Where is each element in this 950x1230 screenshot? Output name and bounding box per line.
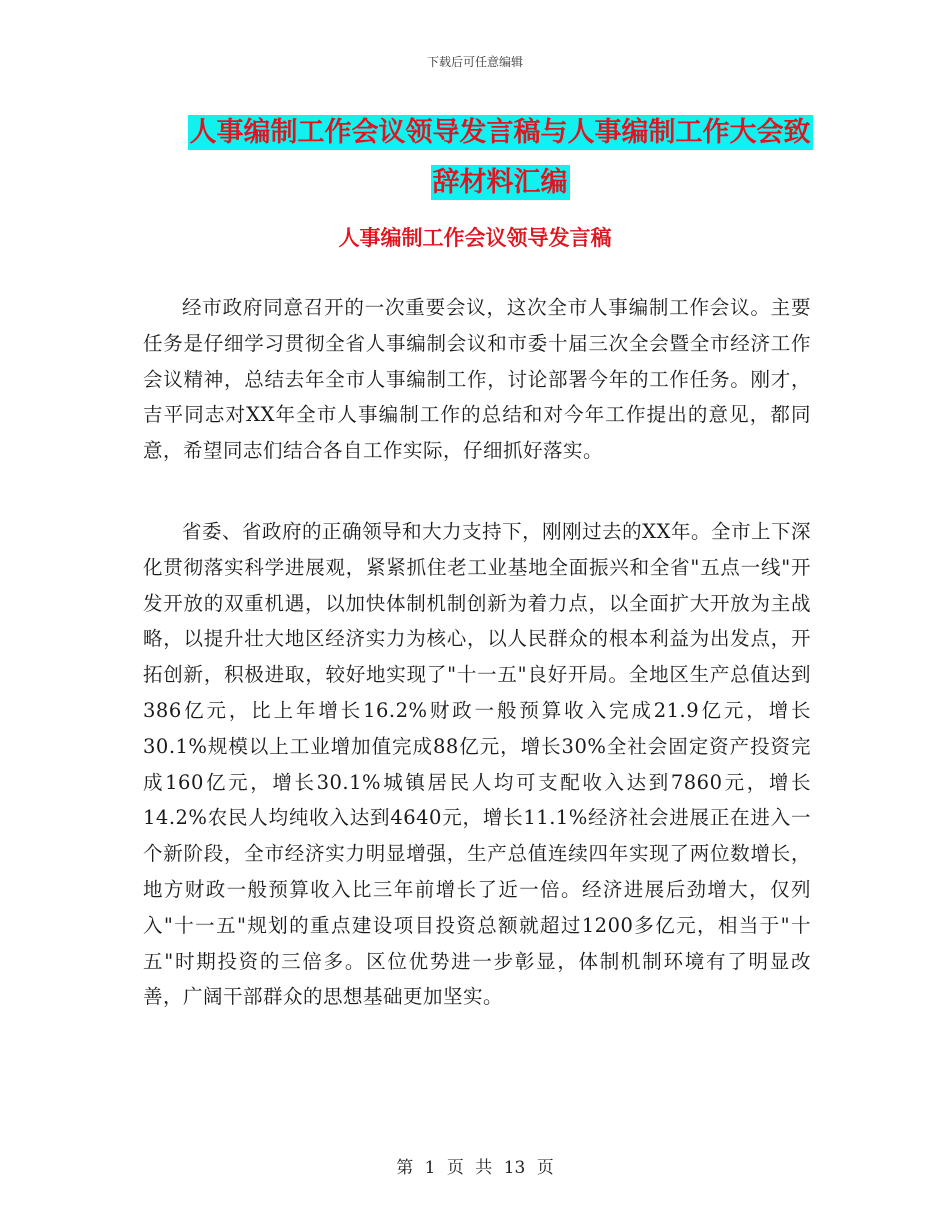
body-paragraph-2: 省委、省政府的正确领导和大力支持下，刚刚过去的XX年。全市上下深化贯彻落实科学进展观，紧紧抓住老工业基地全面振兴和全省"五点一线"开发开放的双重机遇，以加快体制机制创新为着力点，以全面扩大开放为主战略，以提升壮大地区经济实力为核心，以人民群众的根本利益为出发点，开拓创新，积极进取，较好地实现了"十一五"良好开局。全地区生产总值达到386亿元，比上年增长16.2%财政一般预算收入完成21.9亿元，增长30.1%规模以上工业增加值完成88亿元，增长30%全社会固定资产投资完成160亿元，增长30.1%城镇居民人均可支配收入达到7860元，增长14.2%农民人均纯收入达到4640元，增长11.1%经济社会进展正在进入一个新阶段，全市经济实力明显增强，生产总值连续四年实现了两位数增长，地方财政一般预算收入比三年前增长了近一倍。经济进展后劲增大，仅列入"十一五"规划的重点建设项目投资总额就超过1200多亿元，相当于"十五"时期投资的三倍多。区位优势进一步彰显，体制机制环境有了明显改善，广阔干部群众的思想基础更加坚实。	[143, 520, 811, 1009]
header-note: 下载后可任意编辑	[426, 55, 523, 69]
section-title: 人事编制工作会议领导发言稿	[338, 226, 612, 250]
document-title-line-2: 辞材料汇编	[432, 167, 568, 198]
document-title-line-1: 人事编制工作会议领导发言稿与人事编制工作大会致	[189, 117, 811, 148]
document-title	[140, 108, 860, 208]
body-paragraph-1: 经市政府同意召开的一次重要会议，这次全市人事编制工作会议。主要任务是仔细学习贯彻全省人事编制会议和市委十届三次全会暨全市经济工作会议精神，总结去年全市人事编制工作，讨论部署今年的工作任务。刚才，吉平同志对XX年全市人事编制工作的总结和对今年工作提出的意见，都同意，希望同志们结合各自工作实际，仔细抓好落实。	[143, 296, 811, 463]
page-footer: 第 1 页 共 13 页	[396, 1158, 554, 1178]
